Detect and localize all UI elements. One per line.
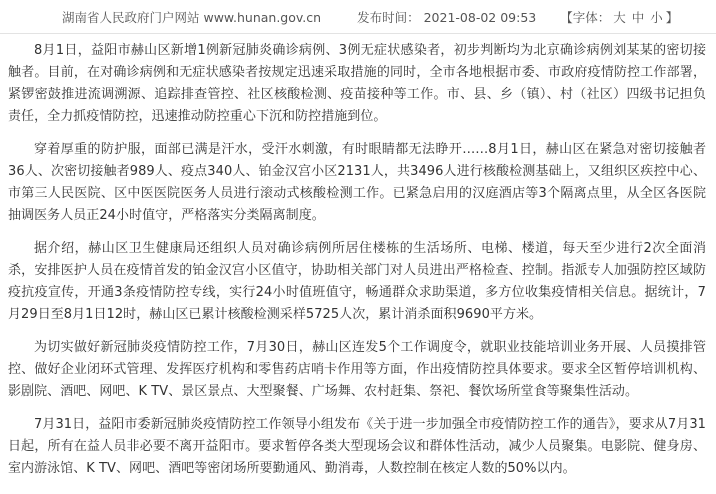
font-size-close-bracket: 】 [665,9,679,25]
publish-info [357,8,536,26]
article-paragraph: 穿着厚重的防护服，面部已满是汗水，受汗水刺激，有时眼睛都无法睁开……8月1日，赫山区在紧急对密切接触者36人、次密切接触者989人、疫点340人、铂金汉宫小区2131人，共3496人进行核酸检测基础上，又组织区疾控中心、市第三人民医院、区中医医院医务人员进行滚动式核酸检测工作。已紧急启用的汉庭酒店等3个隔离点里，从全区各医院抽调医务人员正24小时值守，严格落实分类隔离制度。 [8,142,706,223]
font-size-label: 【字体： [560,9,611,25]
font-small-button[interactable]: 小 [650,9,663,25]
article-paragraph: 7月31日，益阳市委新冠肺炎疫情防控工作领导小组发布《关于进一步加强全市疫情防控工作的通告》，要求从7月31日起，所有在益人员非必要不离开益阳市。要求暂停各类大型现场会议和群体性活动，减少人员聚集。电影院、健身房、室内游泳馆、K TV、网吧、酒吧等密闭场所要勤通风、勤消毒，人数控制在核定人数的50%以内。 [8,417,706,476]
article-paragraph: 为切实做好新冠肺炎疫情防控工作，7月30日，赫山区连发5个工作调度令，就职业技能培训业务开展、人员摸排管控、做好企业闭环式管理、发挥医疗机构和零售药店哨卡作用等方面，作出疫情防控具体要求。要求全区暂停培训机构、影剧院、酒吧、网吧、K TV、景区景点、大型聚餐、广场舞、农村赶集、祭祀、餐饮场所堂食等聚集性活动。 [8,340,706,399]
site-name: 湖南省人民政府门户网站 www.hunan.gov.cn [62,9,322,25]
font-size-selector [560,8,678,26]
article-paragraph: 8月1日，益阳市赫山区新增1例新冠肺炎确诊病例、3例无症状感染者，初步判断均为北京确诊病例刘某某的密切接触者。目前，在对确诊病例和无症状感染者按规定迅速采取措施的同时，全市各地根据市委、市政府疫情防控工作部署，紧锣密鼓推进流调溯源、追踪排查管控、社区核酸检测、疫苗接种等工作。市、县、乡（镇）、村（社区）四级书记担负责任，全力抓疫情防控，迅速推动防控重心下沉和防控措施到位。 [8,43,706,124]
publish-label: 发布时间： [357,9,420,25]
article-body [0,34,716,480]
publish-time: 2021-08-02 09:53 [423,9,537,25]
font-medium-button[interactable]: 中 [631,9,645,25]
font-large-button[interactable]: 大 [613,9,626,25]
article-paragraph: 据介绍，赫山区卫生健康局还组织人员对确诊病例所居住楼栋的生活场所、电梯、楼道，每天至少进行2次全面消杀，安排医护人员在疫情首发的铂金汉宫小区值守，协助相关部门对人员进出严格检查、控制。指派专人加强防控区域防疫抗疫宣传，开通3条疫情防控专线，实行24小时值班值守，畅通群众求助渠道，多方位收集疫情相关信息。据统计，7月29日至8月1日12时，赫山区已累计核酸检测采样5725人次，累计消杀面积9690平方米。 [8,241,706,322]
page-header [0,0,716,34]
